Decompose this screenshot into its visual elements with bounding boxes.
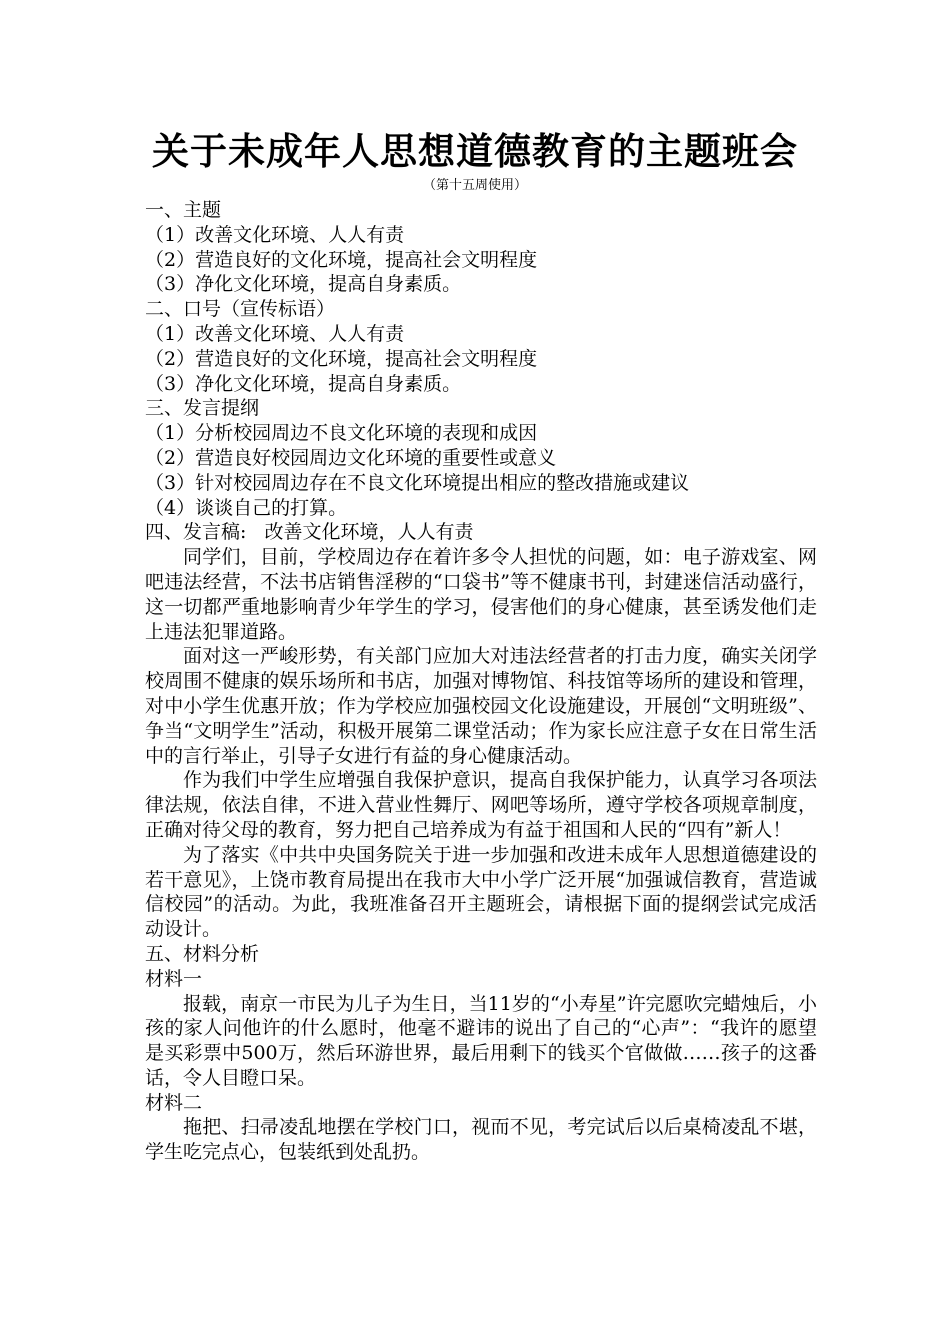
material-label: 材料一 — [145, 967, 203, 990]
speech-paragraph: 为了落实《中共中央国务院关于进一步加强和改进未成年人思想道德建设的若干意见》，上饶市教育局提出在我市大中小学广泛开展“加强诚信教育，营造诚信校园”的活动。为此，我班准备召开主题班会，请根据下面的提纲尝试完成活动设计。 — [145, 843, 817, 941]
list-item: （2）营造良好的文化环境，提高社会文明程度 — [145, 248, 538, 271]
section-heading-slogan: 二、口号（宣传标语） — [145, 298, 336, 321]
list-item: （1）改善文化环境、人人有责 — [145, 322, 405, 345]
material-text: 拖把、扫帚凌乱地摆在学校门口，视而不见，考完试后以后桌椅凌乱不堪，学生吃完点心，包装纸到处乱扔。 — [145, 1116, 817, 1164]
section-heading-analysis: 五、材料分析 — [145, 942, 260, 965]
list-item: （3）净化文化环境，提高自身素质。 — [145, 273, 462, 296]
section-heading-theme: 一、主题 — [145, 199, 222, 221]
list-item: （4）谈谈自己的打算。 — [145, 496, 348, 519]
material-label: 材料二 — [145, 1091, 203, 1114]
list-item: （3）净化文化环境，提高自身素质。 — [145, 372, 462, 395]
speech-paragraph: 作为我们中学生应增强自我保护意识，提高自我保护能力，认真学习各项法律法规，依法自律，不进入营业性舞厅、网吧等场所，遵守学校各项规章制度，正确对待父母的教育，努力把自己培养成为有益于祖国和人民的“四有”新人！ — [145, 769, 817, 841]
document-body — [145, 198, 817, 1165]
section-heading-speech: 四、发言稿: 改善文化环境，人人有责 — [145, 521, 474, 544]
list-item: （1）改善文化环境、人人有责 — [145, 223, 405, 246]
list-item: （3）针对校园周边存在不良文化环境提出相应的整改措施或建议 — [145, 471, 690, 494]
speech-paragraph: 面对这一严峻形势，有关部门应加大对违法经营者的打击力度，确实关闭学校周围不健康的娱乐场所和书店，加强对博物馆、科技馆等场所的建设和管理，对中小学生优惠开放；作为学校应加强校园文化设施建设，开展创“文明班级”、争当“文明学生”活动，积极开展第二课堂活动；作为家长应注意子女在日常生活中的言行举止，引导子女进行有益的身心健康活动。 — [145, 645, 817, 767]
material-text: 报载，南京一市民为儿子为生日，当11岁的“小寿星”许完愿吹完蜡烛后，小孩的家人问他许的什么愿时，他毫不避讳的说出了自己的“心声”：“我许的愿望是买彩票中500万，然后环游世界，最后用剩下的钱买个官做做……孩子的这番话，令人目瞪口呆。 — [145, 992, 817, 1089]
document-title: 关于未成年人思想道德教育的主题班会 — [152, 129, 798, 173]
document-subtitle: （第十五周使用） — [422, 178, 527, 193]
list-item: （2）营造良好校园周边文化环境的重要性或意义 — [145, 446, 557, 469]
list-item: （2）营造良好的文化环境，提高社会文明程度 — [145, 347, 538, 370]
section-heading-outline: 三、发言提纲 — [145, 397, 260, 420]
speech-paragraph: 同学们，目前，学校周边存在着许多令人担忧的问题，如：电子游戏室、网吧违法经营，不法书店销售淫秽的“口袋书”等不健康书刊，封建迷信活动盛行，这一切都严重地影响青少年学生的学习，侵害他们的身心健康，甚至诱发他们走上违法犯罪道路。 — [145, 546, 817, 643]
list-item: （1）分析校园周边不良文化环境的表现和成因 — [145, 422, 538, 445]
